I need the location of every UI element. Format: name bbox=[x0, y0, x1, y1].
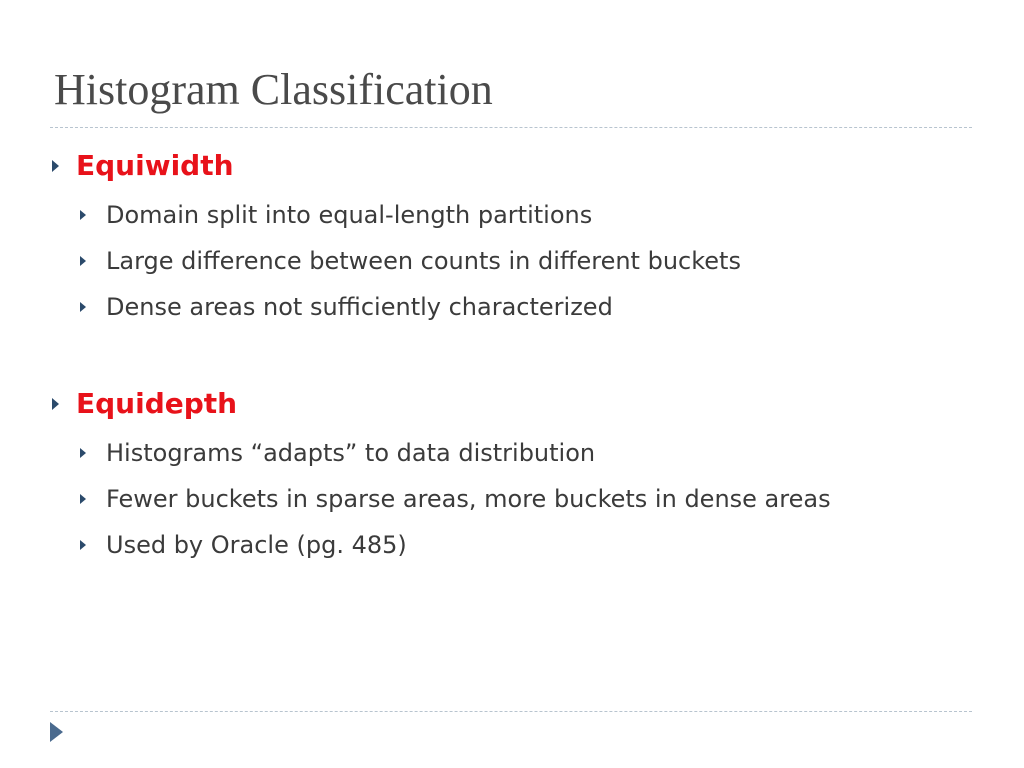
triangle-bullet-icon bbox=[52, 160, 59, 172]
list-item-text: Domain split into equal-length partitions bbox=[106, 201, 593, 229]
list-item bbox=[0, 482, 1024, 516]
bullet-level1 bbox=[0, 384, 1024, 424]
section-heading: Equiwidth bbox=[76, 149, 234, 182]
triangle-bullet-icon bbox=[80, 540, 86, 550]
list-item bbox=[0, 244, 1024, 278]
triangle-bullet-icon bbox=[52, 398, 59, 410]
list-item-text: Used by Oracle (pg. 485) bbox=[106, 531, 407, 559]
list-item-text: Histograms “adapts” to data distribution bbox=[106, 439, 596, 467]
list-item bbox=[0, 436, 1024, 470]
list-item-text: Large difference between counts in different buckets bbox=[106, 247, 741, 275]
triangle-bullet-icon bbox=[80, 494, 86, 504]
footer-divider bbox=[50, 711, 972, 712]
section-heading: Equidepth bbox=[76, 387, 238, 420]
bullet-level1 bbox=[0, 146, 1024, 186]
slide-title: Histogram Classification bbox=[54, 65, 493, 114]
list-item-text: Fewer buckets in sparse areas, more buckets in dense areas bbox=[106, 485, 831, 513]
triangle-bullet-icon bbox=[80, 302, 86, 312]
list-item-text: Dense areas not sufficiently characterized bbox=[106, 293, 613, 321]
play-arrow-icon[interactable] bbox=[50, 722, 63, 742]
list-item bbox=[0, 198, 1024, 232]
list-item bbox=[0, 528, 1024, 562]
triangle-bullet-icon bbox=[80, 448, 86, 458]
list-item bbox=[0, 290, 1024, 324]
triangle-bullet-icon bbox=[80, 210, 86, 220]
triangle-bullet-icon bbox=[80, 256, 86, 266]
